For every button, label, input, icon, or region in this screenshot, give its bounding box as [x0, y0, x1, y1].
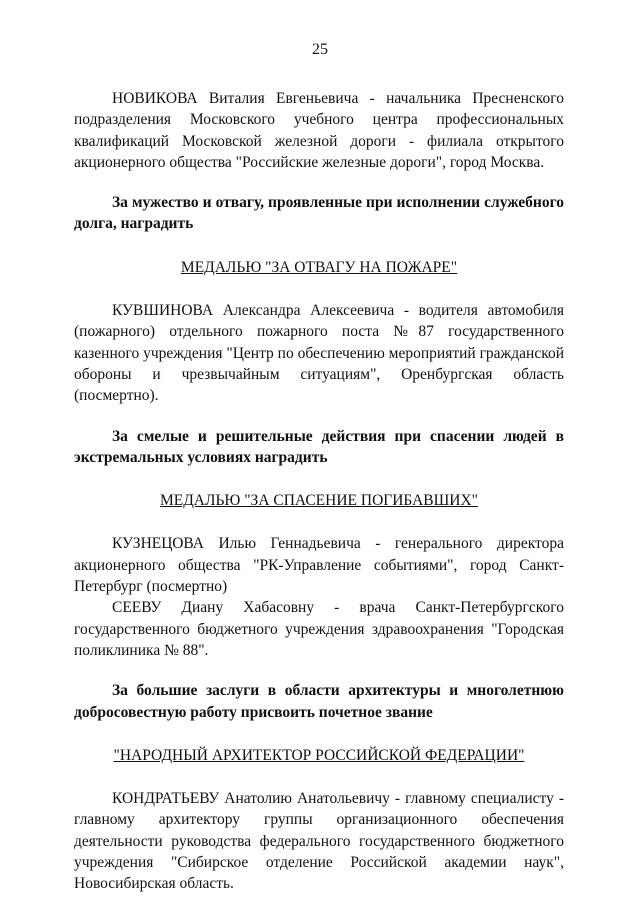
page-number: 25: [312, 41, 328, 58]
recipient-paragraph: КОНДРАТЬЕВУ Анатолию Анатольевичу - главному специалисту - главному архитектору группы организационного обеспечения деятельности руководства федерального государственного бюджетного учреждения "Сибирское отделение Российской академии наук", Новосибирская область.: [74, 790, 564, 893]
architecture-heading: За большие заслуги в области архитектуры и многолетнюю добросовестную работу присвоить почетное звание: [74, 682, 564, 721]
award-title-courage: МЕДАЛЬЮ "ЗА ОТВАГУ НА ПОЖАРЕ": [180, 258, 458, 276]
award-title-rescue: МЕДАЛЬЮ "ЗА СПАСЕНИЕ ПОГИБАВШИХ": [159, 492, 478, 510]
rescue-heading: За смелые и решительные действия при спасении людей в экстремальных условиях наградить: [74, 427, 564, 466]
recipient-paragraph: КУВШИНОВА Александра Алексеевича - водителя автомобиля (пожарного) отдельного пожарного поста №87 государственного казенного учреждения "Центр по обеспечению мероприятий гражданской обороны и чрезвычайным ситуациям", Оренбургская область (посмертно).: [74, 302, 564, 405]
award-title-architecture: "НАРОДНЫЙ АРХИТЕКТОР РОССИЙСКОЙ ФЕДЕРАЦИИ": [113, 746, 525, 764]
intro-paragraph: НОВИКОВА Виталия Евгеньевича - начальника Пресненского подразделения Московского учебного центра профессиональных квалификаций Московской железной дороги - филиала открытого акционерного общества "Российские железные дороги", город Москва.: [74, 90, 564, 171]
recipient-paragraph: КУЗНЕЦОВА Илью Геннадьевича - генерального директора акционерного общества "РК-Управление событиями", город Санкт-Петербург (посмертно): [74, 535, 564, 596]
courage-heading: За мужество и отвагу, проявленные при исполнении служебного долга, наградить: [74, 194, 564, 233]
recipient-paragraph: СЕЕВУ Диану Хабасовну - врача Санкт-Петербургского государственного бюджетного учреждения здравоохранения "Городская поликлиника № 88".: [74, 599, 564, 659]
document-body: [74, 88, 564, 895]
